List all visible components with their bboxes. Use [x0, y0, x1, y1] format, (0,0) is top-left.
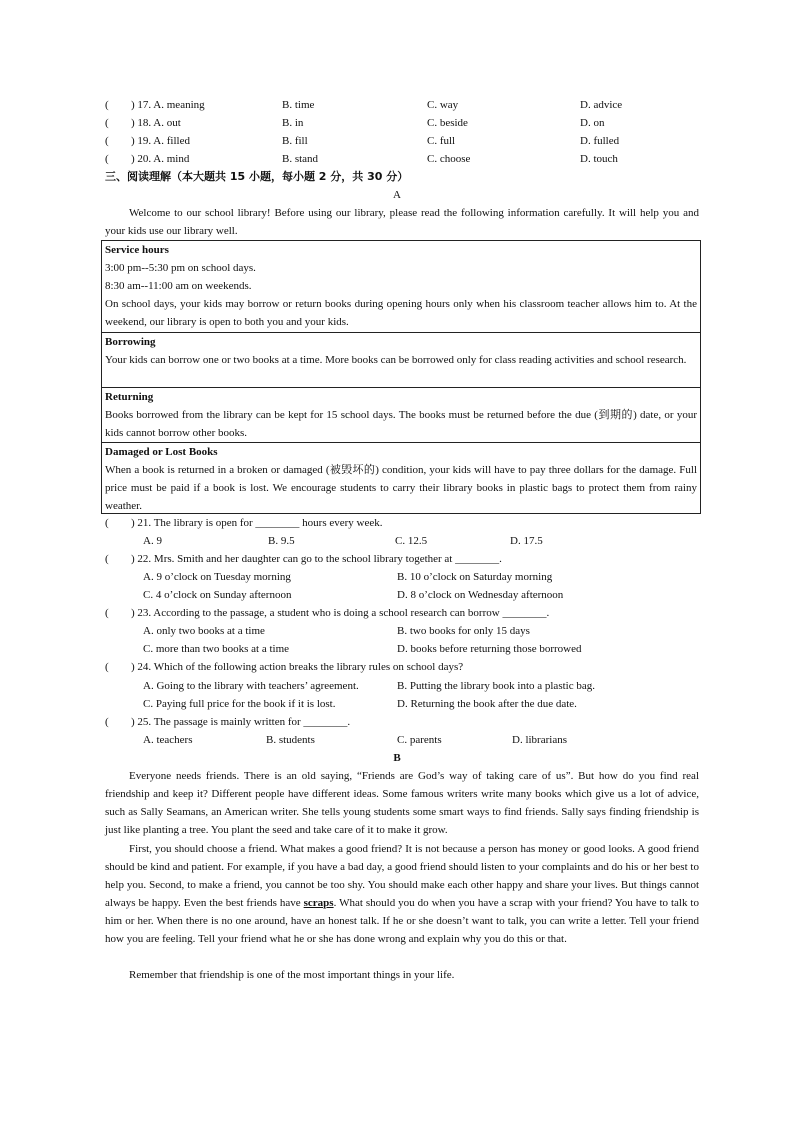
question-text: ) 21. The library is open for ________ hours every week.	[131, 517, 383, 529]
passage-b-paragraph	[105, 840, 699, 948]
option-c: C. full	[427, 135, 456, 147]
paragraph-text: . What should you do when you have a scrap with your friend? You have to talk to him or her. When there is no one around, have an honest talk. If he or she doesn’t want to talk, you can write a letter. Tell your friend how you are feeling. Tell your friend what he or she has done wrong and explain why you do this or that.	[105, 897, 699, 945]
question-text: ) 25. The passage is mainly written for ________.	[131, 716, 351, 728]
returning-section	[102, 387, 700, 442]
option-a: A. 9 o’clock on Tuesday morning	[143, 571, 291, 583]
option-b: B. stand	[282, 153, 319, 165]
option-a: A. 9	[143, 535, 162, 547]
option-d: D. advice	[580, 99, 623, 111]
option-b: B. time	[282, 99, 315, 111]
option-d: D. 17.5	[510, 535, 543, 547]
answer-bracket: (	[105, 135, 109, 147]
option-b: B. in	[282, 117, 304, 129]
answer-bracket: (	[105, 99, 109, 111]
option-d: D. Returning the book after the due date.	[397, 698, 577, 710]
option-a: A. teachers	[143, 734, 193, 746]
section-heading: Returning	[105, 391, 154, 403]
option-d: D. books before returning those borrowed	[397, 643, 582, 655]
option-b: B. Putting the library book into a plastic bag.	[397, 680, 595, 692]
answer-bracket: (	[105, 117, 109, 129]
section-heading: Damaged or Lost Books	[105, 446, 218, 458]
option-c: C. 12.5	[395, 535, 428, 547]
answer-bracket: (	[105, 661, 109, 673]
option-d: D. librarians	[512, 734, 567, 746]
section-heading: Service hours	[105, 244, 169, 256]
option-b: B. 10 o’clock on Saturday morning	[397, 571, 553, 583]
option-c: C. beside	[427, 117, 468, 129]
option-d: D. fulled	[580, 135, 620, 147]
option-a: A. only two books at a time	[143, 625, 265, 637]
option-a: ) 20. A. mind	[131, 153, 190, 165]
hours-line: 3:00 pm--5:30 pm on school days.	[105, 262, 256, 274]
section-text: On school days, your kids may borrow or return books during opening hours only when his classroom teacher allows him to. At the weekend, our library is open to both you and your kids.	[105, 298, 697, 328]
library-info-table	[101, 240, 701, 514]
answer-bracket: (	[105, 153, 109, 165]
option-c: C. parents	[397, 734, 442, 746]
underlined-keyword: scraps	[303, 897, 334, 909]
option-d: D. on	[580, 117, 605, 129]
damaged-lost-section	[102, 442, 700, 515]
answer-bracket: (	[105, 716, 109, 728]
option-d: D. 8 o’clock on Wednesday afternoon	[397, 589, 564, 601]
option-a: A. Going to the library with teachers’ agreement.	[143, 680, 359, 692]
option-a: ) 18. A. out	[131, 117, 181, 129]
option-c: C. Paying full price for the book if it is lost.	[143, 698, 336, 710]
question-text: ) 23. According to the passage, a student who is doing a school research can borrow ________.	[131, 607, 550, 619]
question-text: ) 22. Mrs. Smith and her daughter can go to the school library together at ________.	[131, 553, 502, 565]
passage-b-paragraph: Remember that friendship is one of the most important things in your life.	[129, 969, 455, 981]
option-a: ) 17. A. meaning	[131, 99, 205, 111]
option-b: B. fill	[282, 135, 308, 147]
answer-bracket: (	[105, 517, 109, 529]
hours-line: 8:30 am--11:00 am on weekends.	[105, 280, 252, 292]
service-hours-section	[102, 241, 700, 331]
section-heading: Borrowing	[105, 336, 156, 348]
option-c: C. way	[427, 99, 459, 111]
section-text: When a book is returned in a broken or damaged (被毁坏的) condition, your kids will have to pay three dollars for the damage. Full price must be paid if a book is lost. We encourage students to carry their library books in plastic bags to protect them from rainy weather.	[105, 464, 697, 512]
answer-bracket: (	[105, 553, 109, 565]
option-b: B. students	[266, 734, 315, 746]
paragraph-text: First, you should choose a friend. What makes a good friend? It is not because a person has money or good looks. A good friend should be kind and patient. For example, if you have a bad day, a good friend should listen to your complaints and do his or her best to help you. Second, to make a friend, you cannot be too shy. You should make each other happy and share your lives. But things cannot always be happy. Even the best friends have	[105, 843, 699, 909]
option-c: C. choose	[427, 153, 471, 165]
passage-b-paragraph: Everyone needs friends. There is an old saying, “Friends are God’s way of taking care of us”. But how do you find real friendship and keep it? Different people have different ideas. Some famous writers write many books which give us a lot of advice, such as Sally Seamans, an American writer. She tells young students some smart ways to find friends. Sally says finding friendship is just like planting a tree. You plant the seed and take care of it to make it grow.	[105, 770, 699, 836]
option-c: C. more than two books at a time	[143, 643, 290, 655]
option-c: C. 4 o’clock on Sunday afternoon	[143, 589, 292, 601]
option-a: ) 19. A. filled	[131, 135, 190, 147]
passage-a-intro: Welcome to our school library! Before using our library, please read the following information carefully. It will help you and your kids use our library well.	[105, 207, 699, 237]
option-b: B. two books for only 15 days	[397, 625, 530, 637]
borrowing-section	[102, 332, 700, 387]
question-text: ) 24. Which of the following action breaks the library rules on school days?	[131, 661, 464, 673]
answer-bracket: (	[105, 607, 109, 619]
section-heading: 三、阅读理解（本大题共 15 小题，每小题 2 分，共 30 分）	[105, 170, 409, 183]
section-text: Your kids can borrow one or two books at a time. More books can be borrowed only for class reading activities and school research.	[105, 354, 687, 366]
passage-b-label: B	[393, 752, 401, 764]
option-b: B. 9.5	[268, 535, 295, 547]
option-d: D. touch	[580, 153, 618, 165]
passage-a-label: A	[393, 189, 401, 201]
section-text: Books borrowed from the library can be kept for 15 school days. The books must be returned before the due (到期的) date, or your kids cannot borrow other books.	[105, 409, 697, 439]
